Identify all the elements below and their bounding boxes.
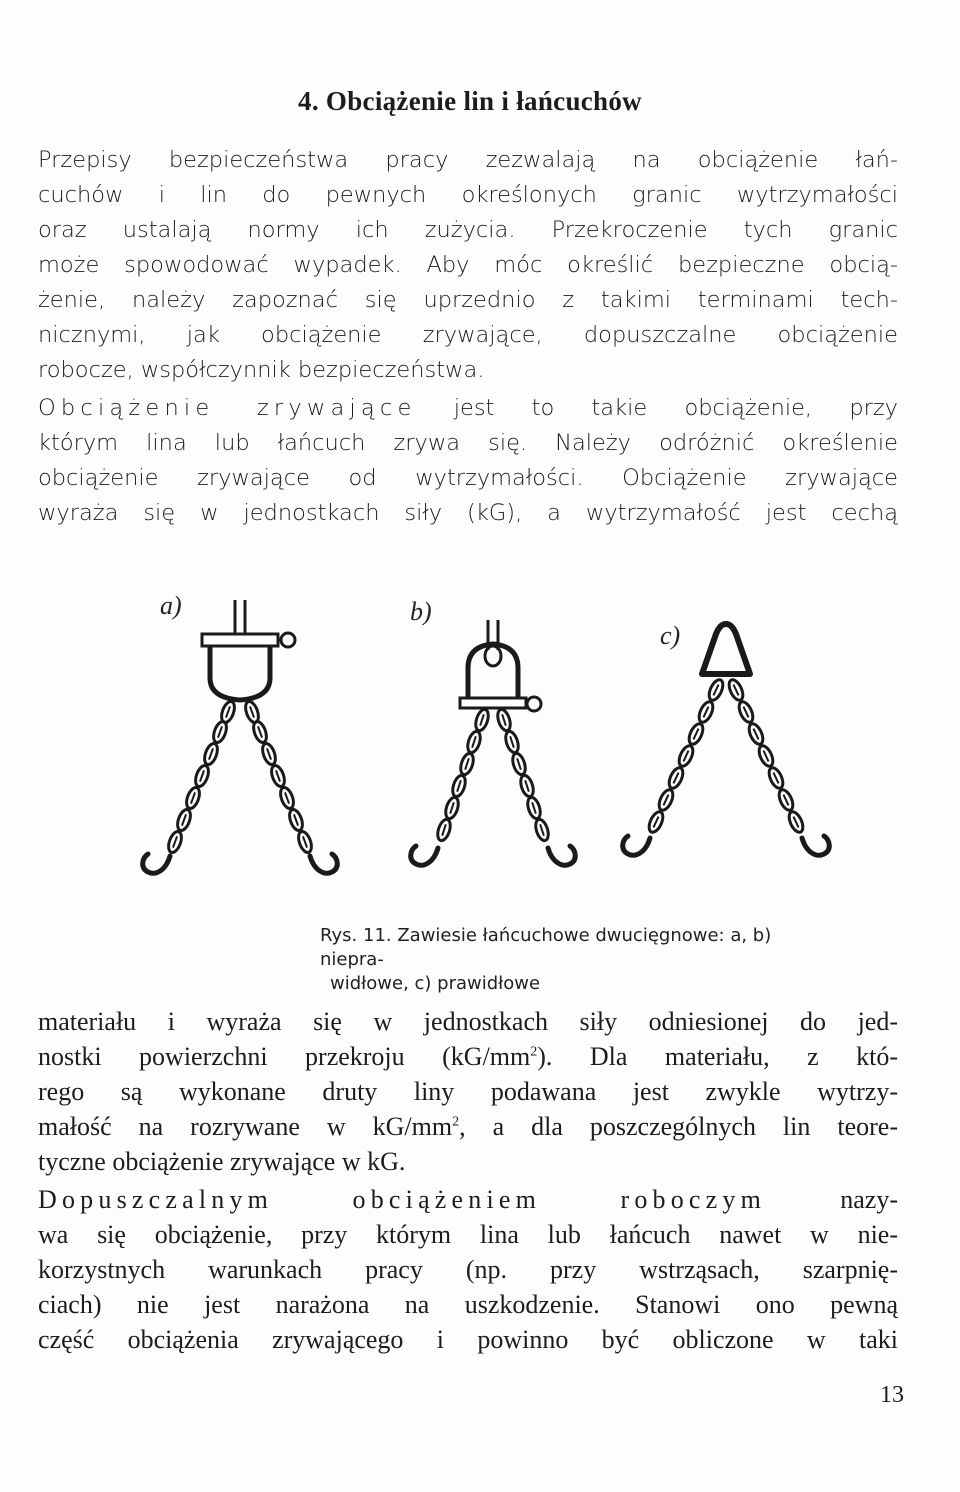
- term-working-load: Dopuszczalnym obciążeniem roboczym: [38, 1185, 767, 1214]
- text-line: ciach) nie jest narażona na uszkodzenie. Stanowi ono pewną: [38, 1290, 898, 1319]
- text-line: materiału i wyraża się w jednostkach siły odniesionej do jed-: [38, 1007, 898, 1036]
- text-line: nicznymi, jak obciążenie zrywające, dopuszczalne obciążenie: [38, 322, 898, 348]
- text-line: wyraża się w jednostkach siły (kG), a wytrzymałość jest cechą: [38, 500, 898, 526]
- text-span: , a dla poszczególnych lin teore-: [459, 1112, 898, 1141]
- figure-label-c: c): [660, 621, 681, 650]
- text-line: [38, 1180, 898, 1220]
- text-line: tyczne obciążenie zrywające w kG.: [38, 1147, 406, 1176]
- text-line: robocze, współczynnik bezpieczeństwa.: [38, 357, 485, 383]
- caption-line: Rys. 11. Zawiesie łańcuchowe dwucięgnowe: a, b) niepra-: [320, 925, 772, 970]
- text-span: nazy-: [766, 1185, 898, 1214]
- text-line: cuchów i lin do pewnych określonych granic wytrzymałości: [38, 182, 898, 208]
- section-heading: 4. Obciążenie lin i łańcuchów: [298, 86, 642, 116]
- page-number: 13: [880, 1382, 904, 1408]
- text-line: którym lina lub łańcuch zrywa się. Należy odróżnić określenie: [38, 430, 898, 456]
- text-line: żenie, należy zapoznać się uprzednio z takimi terminami tech-: [38, 287, 898, 313]
- text-line: [38, 1037, 898, 1077]
- superscript: 2: [452, 1114, 460, 1130]
- text-line: wa się obciążenie, przy którym lina lub łańcuch nawet w nie-: [38, 1220, 898, 1249]
- text-line: [38, 1107, 898, 1147]
- figure-label-a: a): [160, 591, 182, 620]
- sling-b: [411, 620, 576, 865]
- text-line: korzystnych warunkach pracy (np. przy wstrząsach, szarpnię-: [38, 1255, 898, 1284]
- chain-sling-figure: [120, 590, 840, 910]
- figure-label-b: b): [410, 597, 432, 626]
- text-line: rego są wykonane druty liny podawana jest zwykle wytrzy-: [38, 1077, 898, 1106]
- text-span: nostki powierzchni przekroju (kG/mm: [38, 1042, 531, 1071]
- text-span: małość na rozrywane w kG/mm: [38, 1112, 453, 1141]
- text-line: Przepisy bezpieczeństwa pracy zezwalają na obciążenie łań-: [38, 147, 898, 173]
- text-line: może spowodować wypadek. Aby móc określić bezpieczne obcią-: [38, 252, 898, 278]
- caption-line: widłowe, c) prawidłowe: [330, 973, 541, 994]
- text-line: oraz ustalają normy ich zużycia. Przekroczenie tych granic: [38, 217, 898, 243]
- figure-caption: [320, 924, 840, 996]
- text-line: część obciążenia zrywającego i powinno być obliczone w taki: [38, 1325, 898, 1354]
- text-span: jest to takie obciążenie, przy: [416, 395, 898, 421]
- superscript: 2: [530, 1044, 538, 1060]
- sling-c: [623, 624, 830, 855]
- term-breaking-load: Obciążenie zrywające: [38, 395, 417, 421]
- text-line: obciążenie zrywające od wytrzymałości. Obciążenie zrywające: [38, 465, 898, 491]
- text-line: [38, 388, 898, 428]
- sling-a: [143, 600, 338, 873]
- text-span: ). Dla materiału, z któ-: [537, 1042, 899, 1071]
